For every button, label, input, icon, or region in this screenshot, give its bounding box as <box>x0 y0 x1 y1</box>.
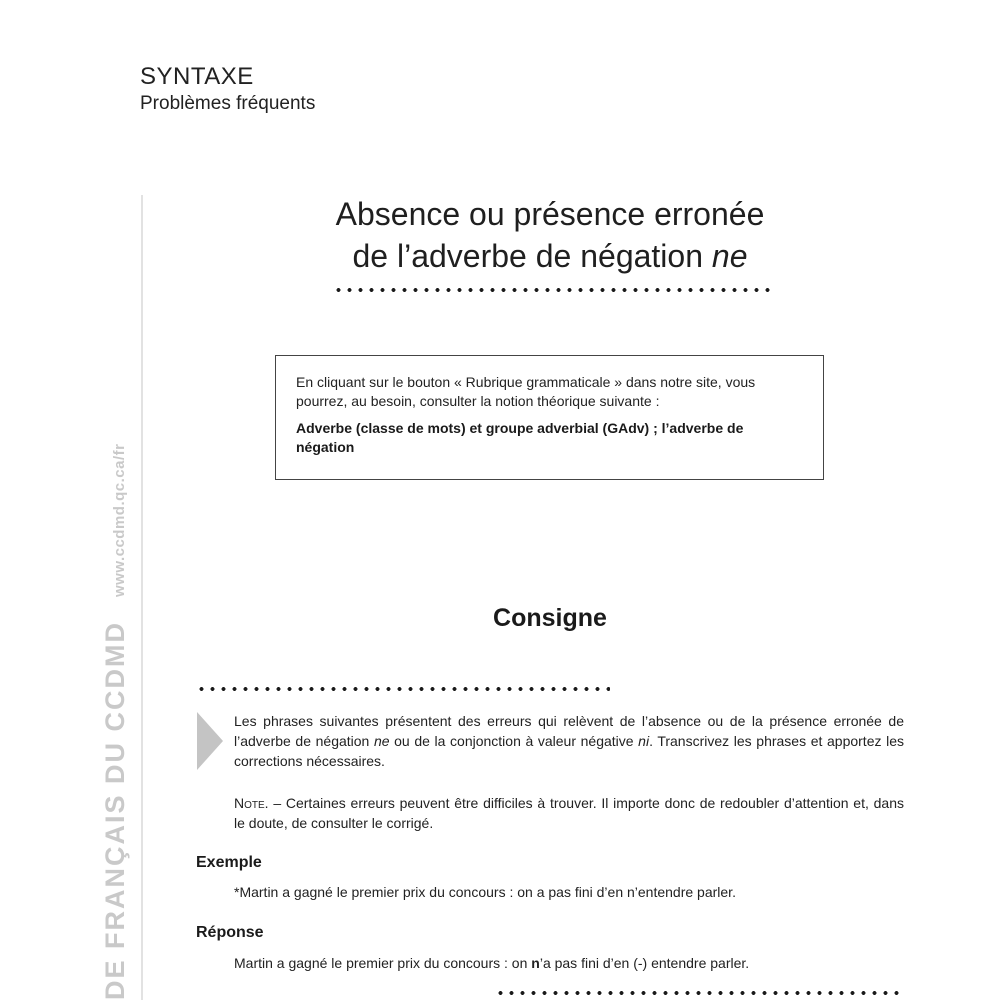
reponse-correction: n <box>531 955 540 971</box>
title-line-2 <box>300 235 800 277</box>
note-text: – Certaines erreurs peuvent être difficiles à trouver. Il importe donc de redoubler d’attention et, dans le doute, de consulter le corrigé. <box>234 795 904 831</box>
reponse-text-1: Martin a gagné le premier prix du concours : on <box>234 955 532 971</box>
instructions-term-ne: ne <box>373 733 390 749</box>
section-subtitle: Problèmes fréquents <box>140 93 316 114</box>
info-box <box>275 355 824 480</box>
section-title: SYNTAXE <box>140 63 254 90</box>
title-line-1: Absence ou présence erronée <box>335 196 765 232</box>
consigne-instructions <box>234 711 904 771</box>
info-text: En cliquant sur le bouton « Rubrique grammaticale » dans notre site, vous pourrez, au besoin, consulter la notion théorique suivante : <box>296 374 756 409</box>
title-line-2-text: de l’adverbe de négation <box>352 238 712 274</box>
consigne-dotted-rule <box>196 687 610 691</box>
note-label: Note. <box>234 795 269 811</box>
page-header <box>140 62 315 116</box>
info-notion: Adverbe (classe de mots) et groupe adverbial (GAdv) ; l’adverbe de négation <box>296 420 744 455</box>
title-dotted-rule <box>333 288 773 292</box>
title-term: ne <box>711 238 748 274</box>
consigne-note <box>234 793 904 833</box>
sidebar-watermark <box>100 444 140 1000</box>
instructions-term-ni: ni <box>638 733 650 749</box>
exemple-sentence: *Martin a gagné le premier prix du concours : on a pas fini d’en n’entendre parler. <box>234 884 736 900</box>
reponse-text-2: ’a pas fini d’en (-) entendre parler. <box>539 955 750 971</box>
instructions-text-1: Les phrases suivantes présentent des erreurs qui relèvent de l’absence ou de la présence erronée de l’adverbe de négation <box>234 713 904 749</box>
sidebar-publisher: DE FRANÇAIS DU CCDMD <box>100 621 130 1000</box>
instructions-text-3: . Transcrivez les phrases et apportez les corrections nécessaires. <box>234 733 904 769</box>
reponse-sentence <box>234 953 904 973</box>
side-divider <box>141 195 143 1000</box>
reponse-label: Réponse <box>196 924 264 941</box>
sidebar-url: www.ccdmd.qc.ca/fr <box>111 443 128 597</box>
play-arrow-icon <box>197 712 223 770</box>
page-title <box>300 193 800 277</box>
bottom-dotted-rule <box>495 991 905 995</box>
exemple-label: Exemple <box>196 854 262 871</box>
consigne-heading: Consigne <box>493 604 607 632</box>
instructions-text-2: ou de la conjonction à valeur négative <box>389 733 639 749</box>
